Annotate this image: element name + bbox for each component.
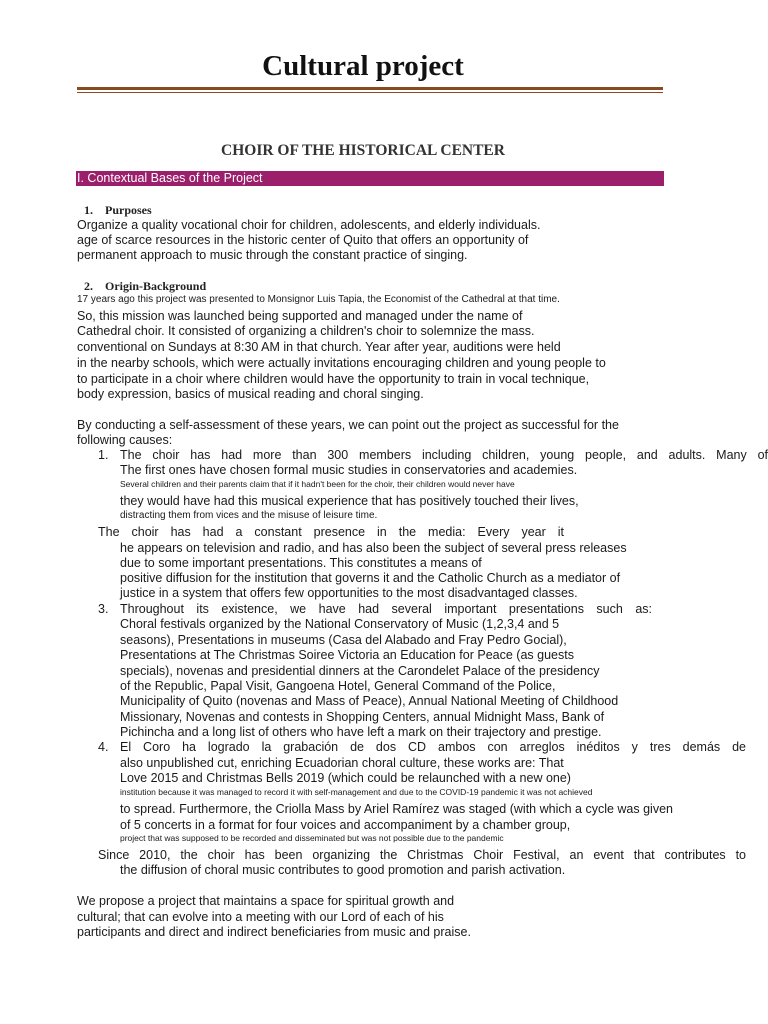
origin-number: 2.: [84, 279, 93, 293]
origin-small-line: 17 years ago this project was presented to Monsignor Luis Tapia, the Economist of the Cathedral at that time.: [77, 294, 560, 305]
item3-line: Presentations at The Christmas Soiree Victoria an Education for Peace (as guests: [120, 648, 574, 662]
assessment-line: By conducting a self-assessment of these years, we can point out the project as successful for the: [77, 418, 619, 432]
closing-line: cultural; that can evolve into a meeting with our Lord of each of his: [77, 910, 444, 924]
item5-line: the diffusion of choral music contributes to good promotion and parish activation.: [120, 863, 566, 877]
item3-line: of the Republic, Papal Visit, Gangoena Hotel, General Command of the Police,: [120, 679, 556, 693]
origin-heading: Origin-Background: [105, 279, 207, 293]
item4-line: Love 2015 and Christmas Bells 2019 (which could be relaunched with a new one): [120, 771, 571, 785]
purposes-number: 1.: [84, 203, 93, 217]
item3-line: Missionary, Novenas and contests in Shopping Centers, annual Midnight Mass, Bank of: [120, 710, 605, 724]
item3-line: specials), novenas and presidential dinners at the Carondelet Palace of the presidency: [120, 664, 600, 678]
list-number: 3.: [98, 602, 109, 616]
item2-line: positive diffusion for the institution that governs it and the Catholic Church as a mediator of: [120, 571, 621, 585]
list-number: 1.: [98, 448, 109, 462]
origin-line: in the nearby schools, which were actually invitations encouraging children and young people to: [77, 356, 606, 370]
item2-line: The choir has had a constant presence in the media: Every year it: [98, 525, 564, 539]
item3-line: Municipality of Quito (novenas and Mass of Peace), Annual National Meeting of Childhood: [120, 694, 619, 708]
item2-line: he appears on television and radio, and has also been the subject of several press releases: [120, 541, 627, 555]
origin-line: to participate in a choir where children would have the opportunity to train in vocal technique,: [77, 372, 590, 386]
origin-line: body expression, basics of musical reading and choral singing.: [77, 387, 424, 401]
origin-line: So, this mission was launched being supported and managed under the name of: [77, 309, 523, 323]
item4-tiny-line: project that was supposed to be recorded and disseminated but was not possible due to the pandemic: [120, 833, 504, 843]
closing-line: We propose a project that maintains a space for spiritual growth and: [77, 894, 455, 908]
item1-line: The first ones have chosen formal music studies in conservatories and academies.: [120, 463, 578, 477]
item2-line: justice in a system that offers few opportunities to the most disadvantaged classes.: [120, 586, 578, 600]
item3-line: Pichincha and a long list of others who have left a mark on their trajectory and prestige.: [120, 725, 602, 739]
item4-tiny-line: institution because it was managed to record it with self-management and due to the COVID-19 pandemic it was not achieved: [120, 787, 593, 797]
item1-small-line: distracting them from vices and the misuse of leisure time.: [120, 510, 378, 521]
purposes-line: age of scarce resources in the historic center of Quito that offers an opportunity of: [77, 233, 529, 247]
item3-line: Throughout its existence, we have had several important presentations such as:: [120, 602, 652, 616]
purposes-line: permanent approach to music through the constant practice of singing.: [77, 248, 468, 262]
item4-line: of 5 concerts in a format for four voices and accompaniment by a chamber group,: [120, 818, 571, 832]
list-number: 4.: [98, 740, 109, 754]
item3-line: seasons), Presentations in museums (Casa del Alabado and Fray Pedro Gocial),: [120, 633, 567, 647]
assessment-line: following causes:: [77, 433, 173, 447]
origin-line: Cathedral choir. It consisted of organizing a children's choir to solemnize the mass.: [77, 324, 535, 338]
item4-line: also unpublished cut, enriching Ecuadorian choral culture, these works are: That: [120, 756, 564, 770]
item5-line: Since 2010, the choir has been organizing the Christmas Choir Festival, an event that contributes to: [98, 848, 746, 862]
item3-line: Choral festivals organized by the National Conservatory of Music (1,2,3,4 and 5: [120, 617, 560, 631]
item4-line: El Coro ha logrado la grabación de dos CD ambos con arreglos inéditos y tres demás de: [120, 740, 746, 754]
closing-line: participants and direct and indirect beneficiaries from music and praise.: [77, 925, 471, 939]
title-rule-thick: [77, 87, 663, 90]
item1-line: they would have had this musical experience that has positively touched their lives,: [120, 494, 579, 508]
section-bar: I. Contextual Bases of the Project: [76, 171, 664, 186]
item4-line: to spread. Furthermore, the Criolla Mass by Ariel Ramírez was staged (with which a cycle was given: [120, 802, 673, 816]
purposes-line: Organize a quality vocational choir for children, adolescents, and elderly individuals.: [77, 218, 541, 232]
page-title: Cultural project: [262, 50, 464, 82]
item1-tiny-line: Several children and their parents claim that if it hadn't been for the choir, their children would never have: [120, 479, 515, 489]
title-rule-thin: [77, 92, 663, 93]
item1-line: The choir has had more than 300 members including children, young people, and adults. Many of: [120, 448, 768, 462]
item2-line: due to some important presentations. This constitutes a means of: [120, 556, 482, 570]
page-subtitle: CHOIR OF THE HISTORICAL CENTER: [221, 142, 505, 159]
purposes-heading: Purposes: [105, 203, 152, 217]
origin-line: conventional on Sundays at 8:30 AM in that church. Year after year, auditions were held: [77, 340, 561, 354]
